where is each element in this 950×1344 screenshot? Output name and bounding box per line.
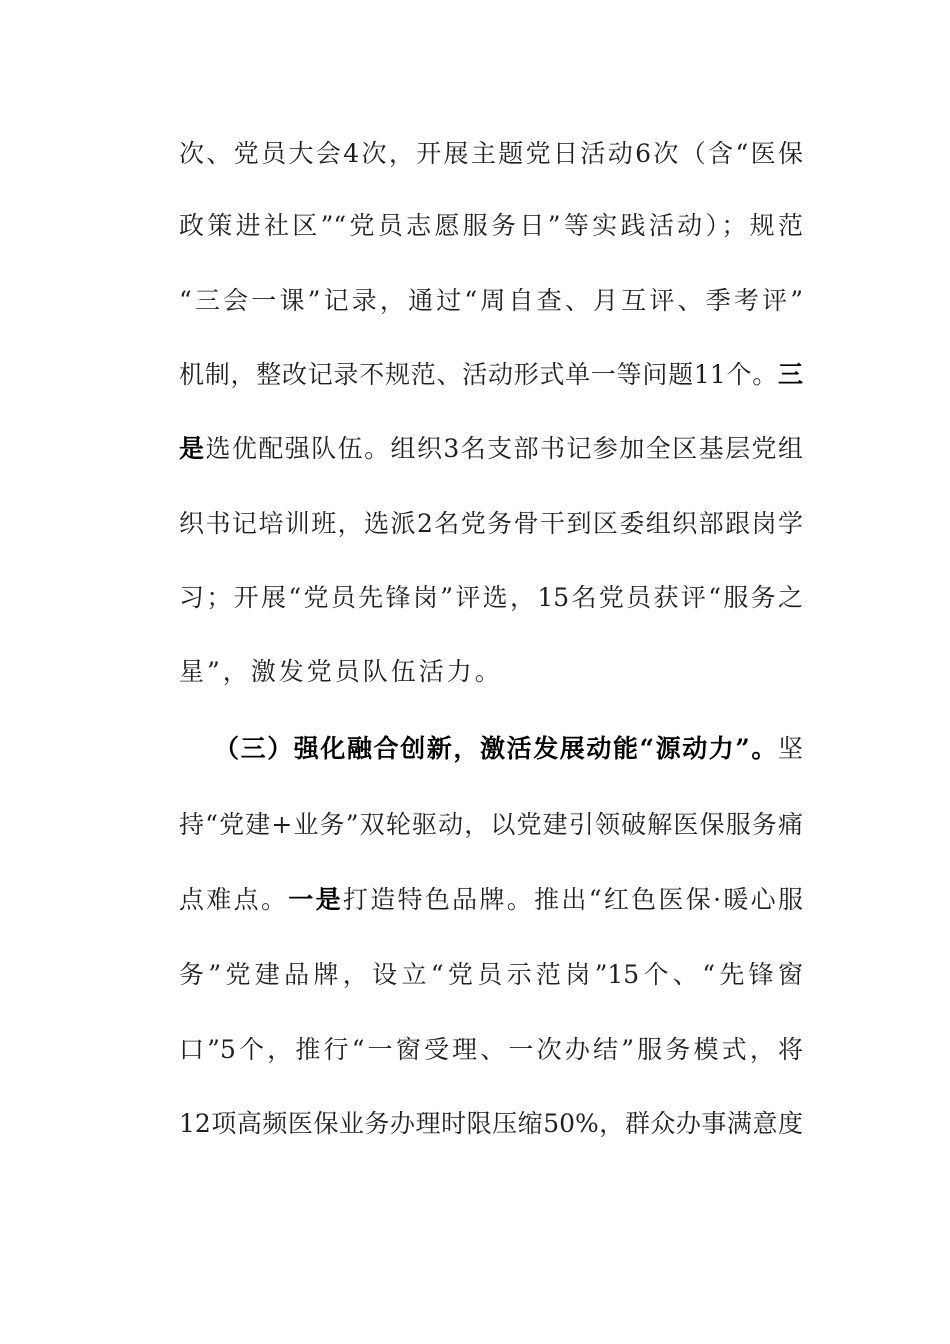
section-heading-line: [214, 729, 803, 769]
text-line: [179, 1030, 803, 1070]
text-line: [179, 134, 803, 174]
text-run: 机制，整改记录不规范、活动形式单一等问题11个。: [179, 360, 778, 389]
bold-run: 一是: [288, 885, 343, 914]
text-line: [179, 355, 803, 395]
text-run: 织书记培训班，选派2名党务骨干到区委组织部跟岗学: [179, 509, 803, 538]
text-run: 12项高频医保业务办理时限压缩50%，群众办事满意度: [179, 1109, 803, 1138]
text-line: [179, 281, 803, 321]
text-line: [179, 504, 803, 544]
text-line: [179, 578, 803, 618]
text-run: 点难点。: [179, 885, 289, 914]
bold-run: 三: [777, 360, 803, 389]
text-run: “三会一课”记录，通过“周自查、月互评、季考评”: [179, 286, 803, 315]
text-line: [179, 805, 803, 845]
bold-run: 是: [179, 434, 206, 463]
text-run: 星”，激发党员队伍活力。: [179, 657, 503, 686]
text-run: 口”5个，推行“一窗受理、一次办结”服务模式，将: [179, 1035, 803, 1064]
text-run: 习；开展“党员先锋岗”评选，15名党员获评“服务之: [179, 583, 803, 612]
text-line: [179, 206, 803, 246]
text-line: [179, 429, 803, 469]
text-run: 打造特色品牌。推出“红色医保·暖心服: [342, 885, 803, 914]
text-run: 政策进社区”“党员志愿服务日”等实践活动）；规范: [179, 211, 803, 240]
text-run: 务”党建品牌，设立“党员示范岗”15个、“先锋窗: [179, 960, 803, 989]
text-line: [179, 652, 803, 692]
text-line: [179, 955, 803, 995]
section-heading: （三）强化融合创新，激活发展动能“源动力”。: [214, 734, 778, 763]
text-run: 次、党员大会4次，开展主题党日活动6次（含“医保: [179, 139, 803, 168]
text-line: [179, 880, 803, 920]
text-run: 持“党建+业务”双轮驱动，以党建引领破解医保服务痛: [179, 810, 803, 839]
text-run: 坚: [777, 734, 803, 763]
text-line: [179, 1104, 803, 1144]
text-run: 选优配强队伍。组织3名支部书记参加全区基层党组: [205, 434, 803, 463]
